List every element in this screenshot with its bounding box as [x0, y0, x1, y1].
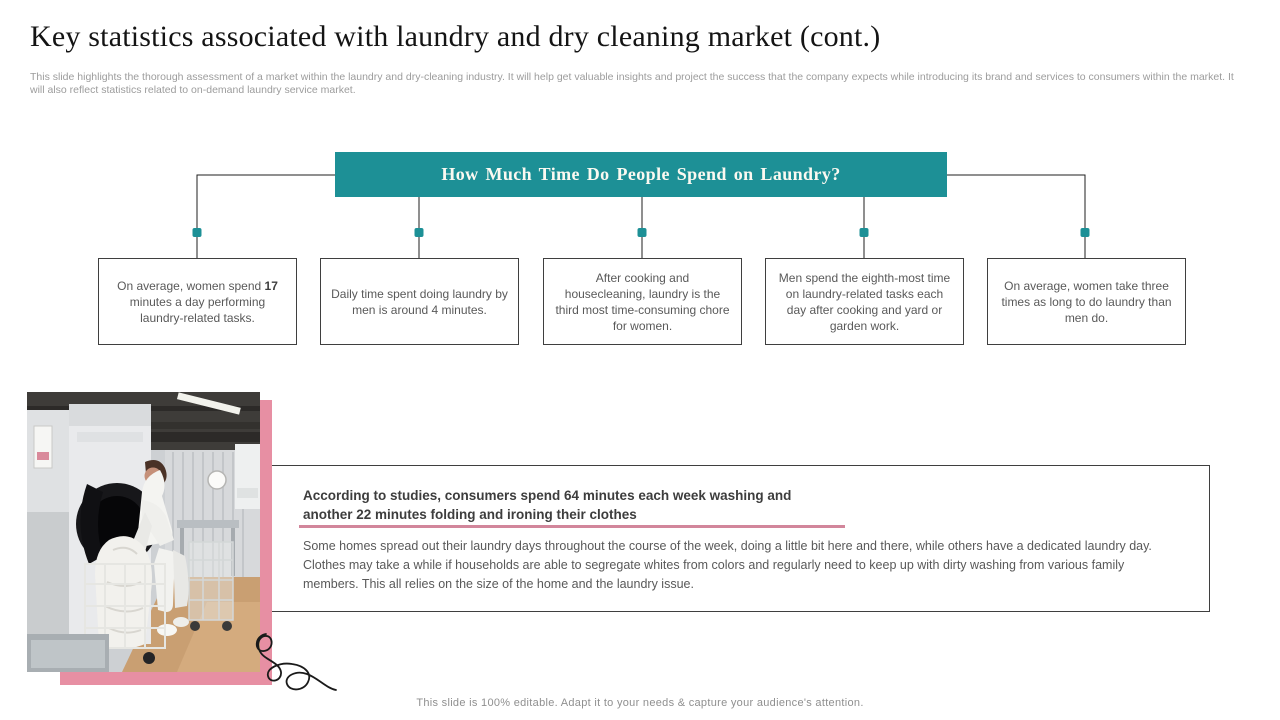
- pink-underline: [299, 525, 845, 528]
- stat-box-women-17-minutes: [98, 258, 297, 345]
- stat-text: On average, women spend 17 minutes a day performing laundry-related tasks.: [117, 278, 278, 325]
- callout-box: [268, 465, 1210, 612]
- diagram-header: [335, 152, 947, 197]
- scribble-icon: [250, 626, 342, 702]
- stat-box-men-4-minutes: [320, 258, 519, 345]
- stat-box-women-three-times: [987, 258, 1186, 345]
- stat-text: On average, women take three times as long to do laundry than men do.: [1001, 278, 1172, 325]
- diagram-header-label: How Much Time Do People Spend on Laundry?: [441, 164, 841, 184]
- stat-text: Men spend the eighth-most time on laundry-related tasks each day after cooking and yard or garden work.: [778, 270, 951, 333]
- stat-box-third-most-chore: [543, 258, 742, 345]
- laundry-photo-image: [27, 392, 260, 672]
- page-title: Key statistics associated with laundry and dry cleaning market (cont.): [30, 20, 881, 53]
- callout-body: Some homes spread out their laundry days throughout the course of the week, doing a little bit here and there, while others have a dedicated laundry day. Clothes may take a while if households are able to segregate whites from colors and regularly need to keep up with dirty washing from various family members. This all relies on the size of the home and the laundry issue.: [303, 539, 1152, 591]
- stat-text: Daily time spent doing laundry by men is around 4 minutes.: [331, 286, 508, 317]
- stat-text: After cooking and housecleaning, laundry is the third most time-consuming chore for women.: [555, 270, 730, 333]
- footer-note: This slide is 100% editable. Adapt it to your needs & capture your audience's attention.: [416, 697, 864, 709]
- slide-subtitle: This slide highlights the thorough assessment of a market within the laundry and dry-cleaning industry. It will help get valuable insights and project the success that the company expects while introducing its brand and services to consumers within the market. It will also reflect statistics related to on-demand laundry service market.: [30, 71, 1234, 96]
- stat-box-men-eighth-most: [765, 258, 964, 345]
- callout-heading: According to studies, consumers spend 64 minutes each week washing and another 22 minutes folding and ironing their clothes: [303, 488, 792, 522]
